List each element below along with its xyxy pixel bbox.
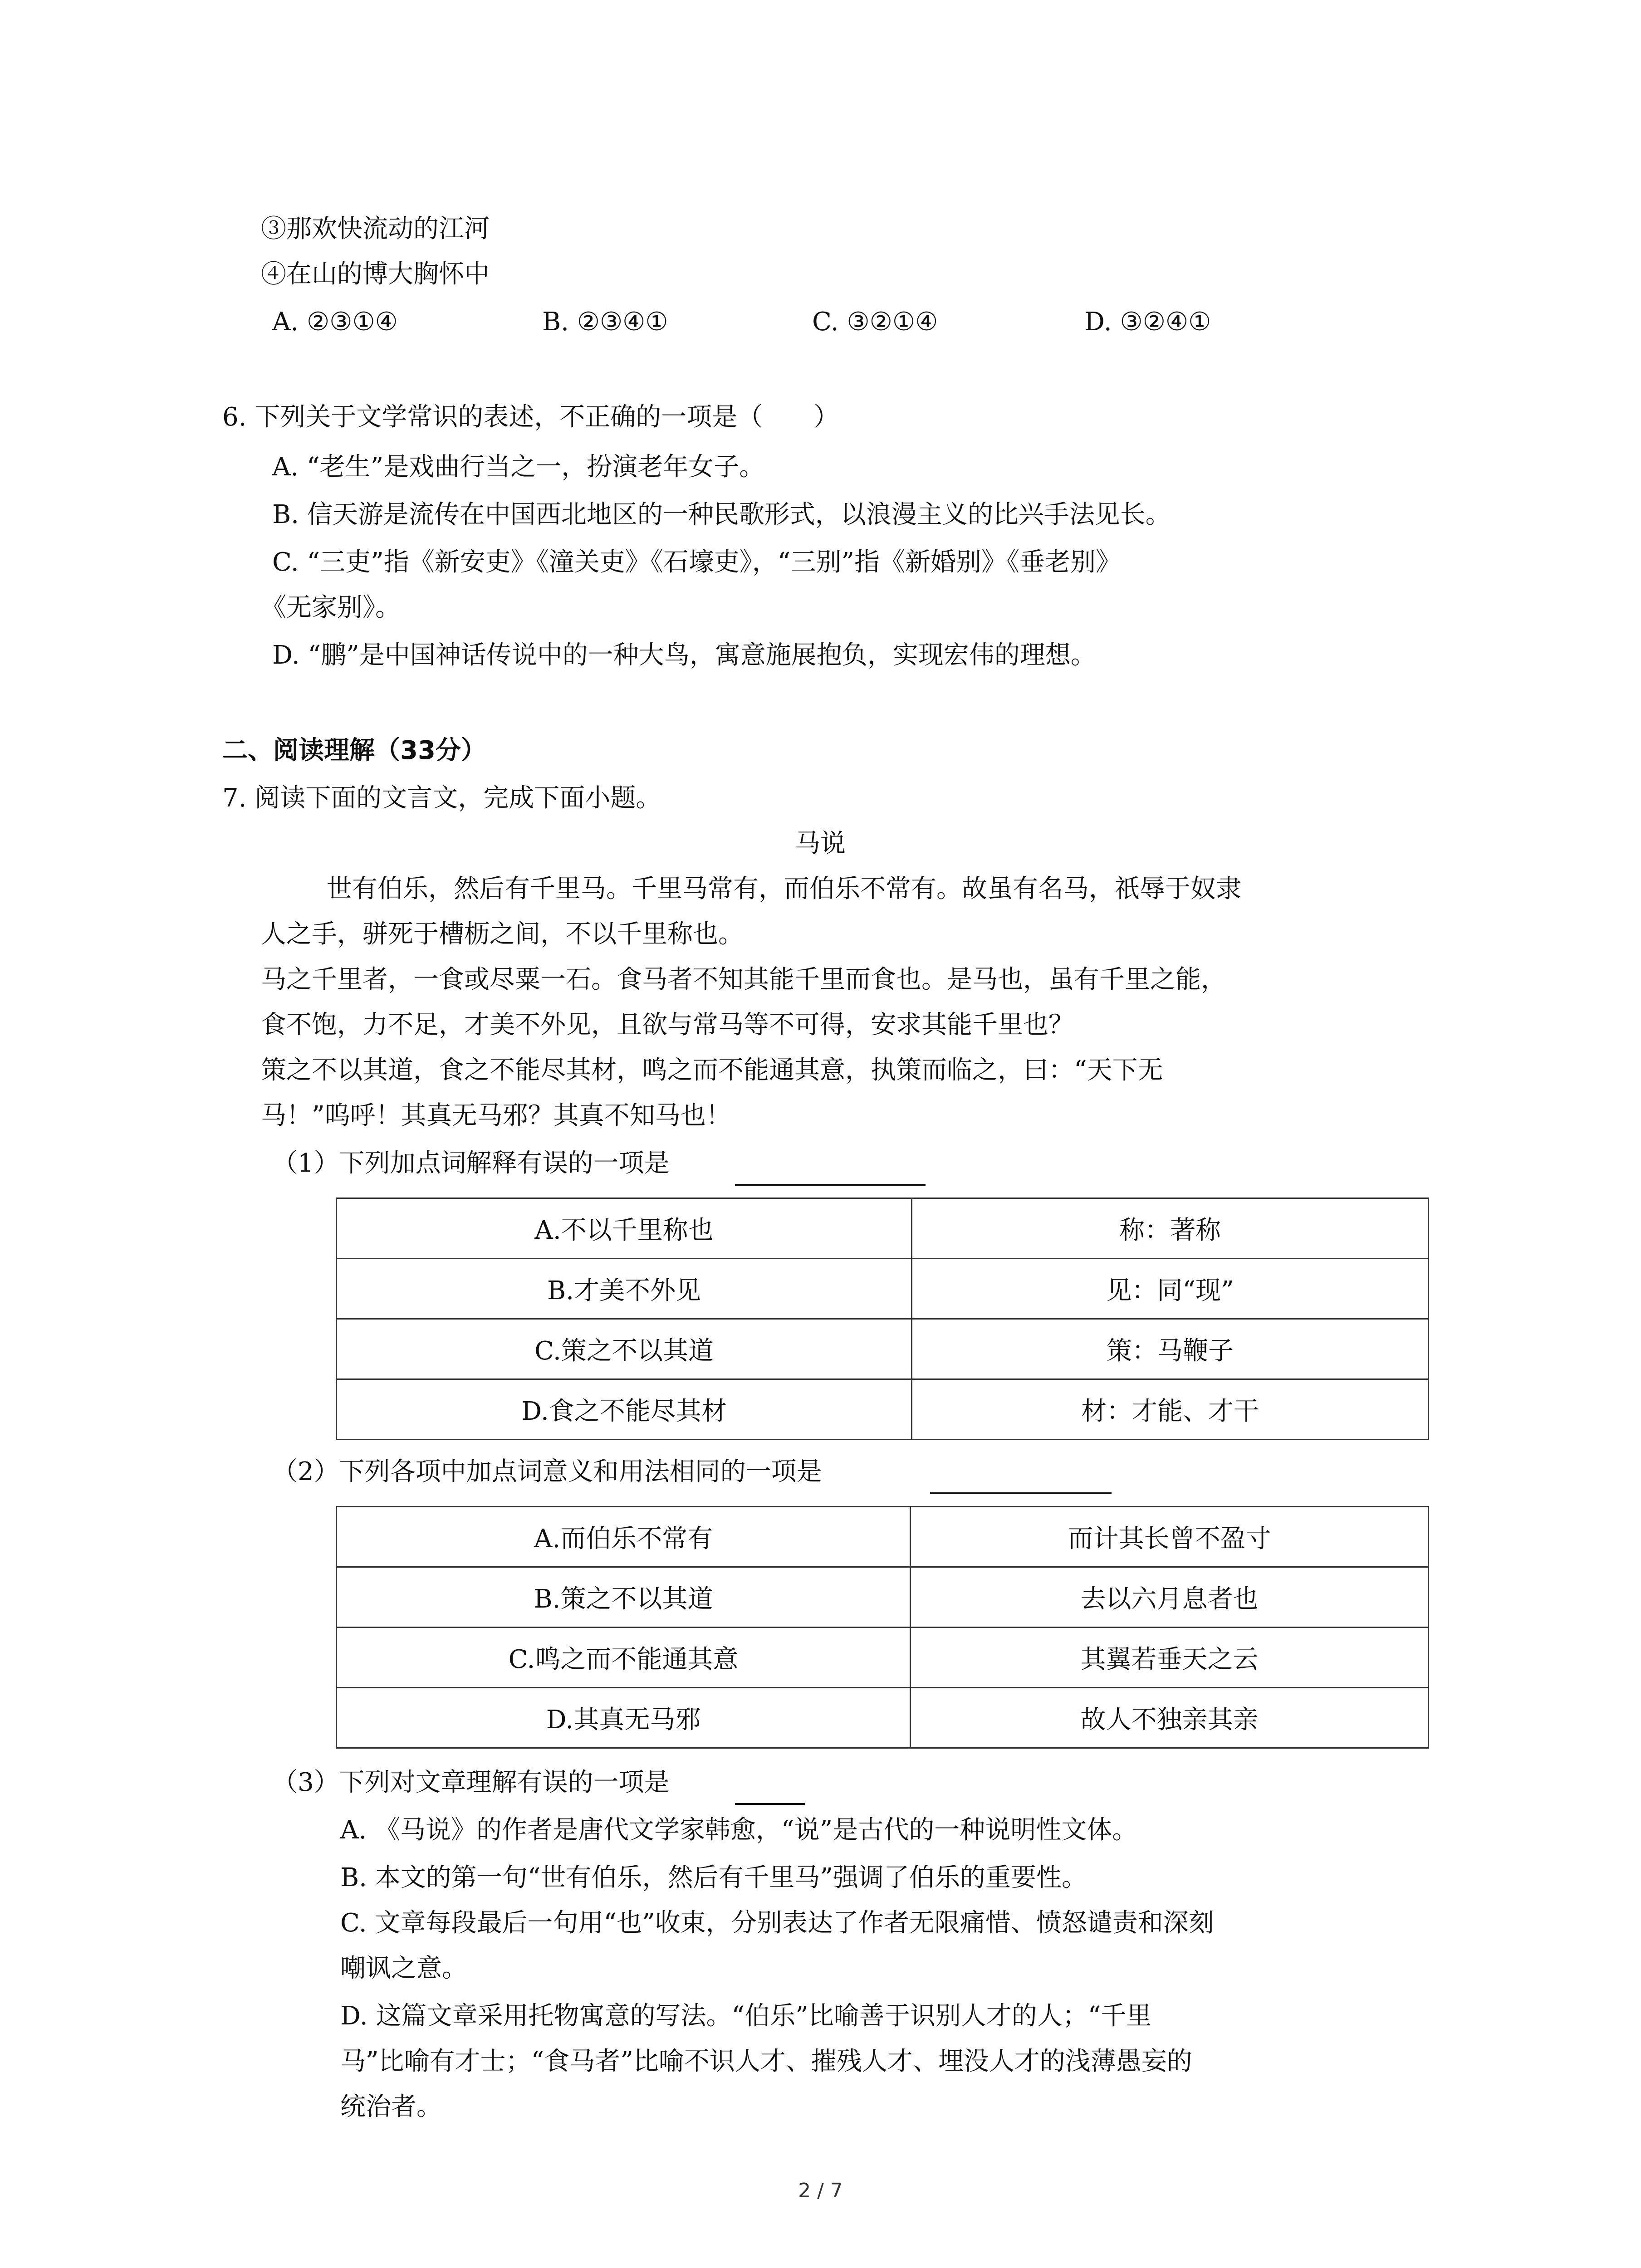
passage-line: 人之手，骈死于槽枥之间，不以千里称也。 [261, 919, 744, 949]
q6-option-a: A. “老生”是戏曲行当之一，扮演老年女子。 [272, 452, 765, 482]
sub2-answer-blank[interactable] [930, 1492, 1112, 1494]
table-cell: 去以六月息者也 [911, 1567, 1429, 1628]
section-heading: 二、阅读理解（33分） [222, 736, 486, 765]
sub3-answer-blank[interactable] [735, 1803, 805, 1805]
table-cell: 其翼若垂天之云 [911, 1628, 1429, 1688]
table-row [337, 1259, 1429, 1319]
q5-item-4: ④在山的博大胸怀中 [261, 259, 490, 289]
table-cell: D.其真无马邪 [337, 1688, 911, 1748]
q5-option-b: B. ②③④① [542, 307, 668, 337]
table-cell: 材：才能、才干 [912, 1379, 1429, 1440]
table-cell: 故人不独亲其亲 [911, 1688, 1429, 1748]
table-cell: B.才美不外见 [337, 1259, 912, 1319]
sub3-option-c: C. 文章每段最后一句用“也”收束，分别表达了作者无限痛惜、愤怒谴责和深刻 [340, 1908, 1214, 1938]
table-row [337, 1507, 1429, 1567]
q5-item-3: ③那欢快流动的江河 [261, 214, 490, 244]
passage-line: 马之千里者，一食或尽粟一石。食马者不知其能千里而食也。是马也，虽有千里之能， [261, 965, 1226, 994]
q6-option-d: D. “鹏”是中国神话传说中的一种大鸟，寓意施展抱负，实现宏伟的理想。 [272, 640, 1096, 670]
q5-option-a: A. ②③①④ [272, 307, 398, 337]
passage-title: 马说 [795, 829, 846, 858]
sub3-option-d-cont: 马”比喻有才士；“食马者”比喻不识人才、摧残人才、埋没人才的浅薄愚妄的 [340, 2047, 1192, 2076]
sub3-option-d: D. 这篇文章采用托物寓意的写法。“伯乐”比喻善于识别人才的人；“千里 [340, 2001, 1152, 2031]
table-row [337, 1379, 1429, 1440]
sub3-stem: （3）下列对文章理解有误的一项是 [272, 1768, 670, 1797]
table-cell: 见：同“现” [912, 1259, 1429, 1319]
table-cell: A.不以千里称也 [337, 1198, 912, 1259]
q7-stem: 7. 阅读下面的文言文，完成下面小题。 [222, 783, 661, 813]
page-number: 2 / 7 [798, 2179, 843, 2202]
table-row [337, 1319, 1429, 1379]
table-row [337, 1628, 1429, 1688]
passage-line: 食不饱，力不足，才美不外见，且欲与常马等不可得，安求其能千里也？ [261, 1010, 1074, 1040]
table-row [337, 1688, 1429, 1748]
sub2-table [336, 1506, 1429, 1749]
table-cell: C.鸣之而不能通其意 [337, 1628, 911, 1688]
q6-option-c-cont: 《无家别》。 [261, 593, 401, 622]
sub1-answer-blank[interactable] [735, 1184, 926, 1186]
sub1-table [336, 1198, 1429, 1440]
sub3-option-d-cont: 统治者。 [340, 2092, 442, 2121]
sub3-option-a: A. 《马说》的作者是唐代文学家韩愈，“说”是古代的一种说明性文体。 [340, 1815, 1138, 1845]
q6-option-b: B. 信天游是流传在中国西北地区的一种民歌形式，以浪漫主义的比兴手法见长。 [272, 500, 1171, 529]
q6-stem: 6. 下列关于文学常识的表述，不正确的一项是（ ） [222, 402, 839, 432]
q5-option-d: D. ③②④① [1084, 307, 1211, 337]
sub1-stem: （1）下列加点词解释有误的一项是 [272, 1149, 670, 1178]
sub3-option-c-cont: 嘲讽之意。 [340, 1954, 467, 1983]
table-cell: A.而伯乐不常有 [337, 1507, 911, 1567]
passage-line: 策之不以其道，食之不能尽其材，鸣之而不能通其意，执策而临之，曰：“天下无 [261, 1056, 1163, 1085]
sub3-option-b: B. 本文的第一句“世有伯乐，然后有千里马”强调了伯乐的重要性。 [340, 1863, 1087, 1892]
q5-option-c: C. ③②①④ [812, 307, 938, 337]
passage-line: 世有伯乐，然后有千里马。千里马常有，而伯乐不常有。故虽有名马，祇辱于奴隶 [327, 874, 1241, 904]
q6-option-c: C. “三吏”指《新安吏》《潼关吏》《石壕吏》，“三别”指《新婚别》《垂老别》 [272, 547, 1121, 577]
table-cell: 策：马鞭子 [912, 1319, 1429, 1379]
table-cell: 而计其长曾不盈寸 [911, 1507, 1429, 1567]
sub2-stem: （2）下列各项中加点词意义和用法相同的一项是 [272, 1457, 822, 1486]
table-row [337, 1198, 1429, 1259]
table-row [337, 1567, 1429, 1628]
passage-line: 马！”呜呼！其真无马邪？其真不知马也！ [261, 1101, 731, 1130]
table-cell: D.食之不能尽其材 [337, 1379, 912, 1440]
table-cell: 称：著称 [912, 1198, 1429, 1259]
table-cell: B.策之不以其道 [337, 1567, 911, 1628]
table-cell: C.策之不以其道 [337, 1319, 912, 1379]
